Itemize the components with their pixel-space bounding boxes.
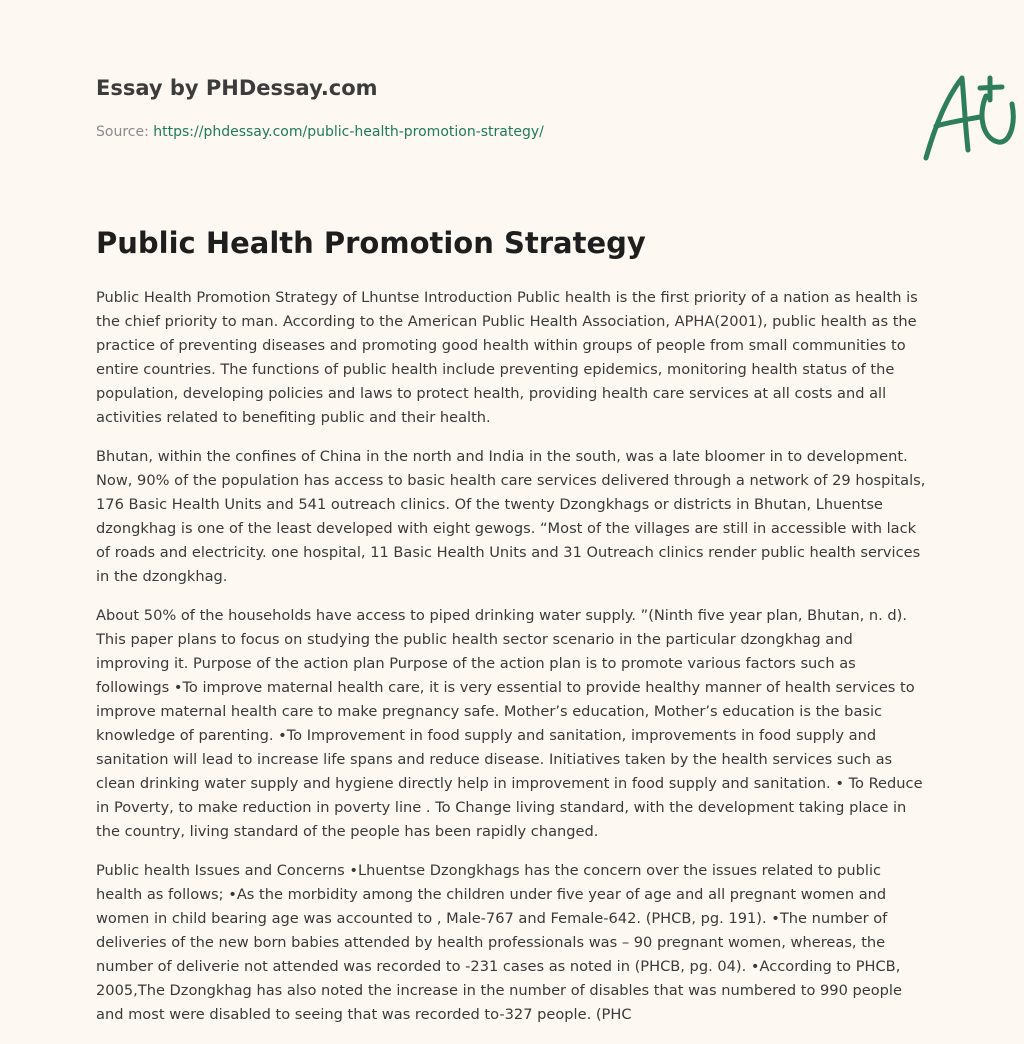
site-title: Essay by PHDessay.com — [96, 76, 378, 100]
paragraph: About 50% of the households have access to piped drinking water supply. ”(Ninth five year plan, Bhutan, n. d). This paper plans to focus on studying the public health sector scenario in the particular dzongkhag and improving it. Purpose of the action plan Purpose of the action plan is to promote various factors such as followings •To improve maternal health care, it is very essential to provide healthy manner of health services to improve maternal health care to make pregnancy safe. Mother’s education, Mother’s education is the basic knowledge of parenting. •To Improvement in food supply and sanitation, improvements in food supply and sanitation will lead to increase life spans and reduce disease. Initiatives taken by the health services such as clean drinking water supply and hygiene directly help in improvement in food supply and sanitation. • To Reduce in Poverty, to make reduction in poverty line . To Change living standard, with the development taking place in the country, living standard of the people has been rapidly changed. — [96, 607, 923, 840]
paragraph: Bhutan, within the confines of China in the north and India in the south, was a late bloomer in to development. Now, 90% of the population has access to basic health care services delivered through a network of 29 hospitals, 176 Basic Health Units and 541 outreach clinics. Of the twenty Dzongkhags or districts in Bhutan, Lhuentse dzongkhag is one of the least developed with eight gewogs. “Most of the villages are still in accessible with lack of roads and electricity. one hospital, 11 Basic Health Units and 31 Outreach clinics render public health services in the dzongkhag. — [96, 448, 926, 585]
source-line — [96, 124, 544, 140]
article-title: Public Health Promotion Strategy — [96, 226, 646, 260]
paragraph: Public Health Promotion Strategy of Lhuntse Introduction Public health is the first priority of a nation as health is the chief priority to man. According to the American Public Health Association, APHA(2001), public health as the practice of preventing diseases and promoting good health within groups of people from small communities to entire countries. The functions of public health include preventing epidemics, monitoring health status of the population, developing policies and laws to protect health, providing health care services at all costs and all activities related to benefiting public and their health. — [96, 289, 918, 426]
a-plus-logo-icon — [916, 68, 1020, 164]
article-body — [96, 286, 926, 1042]
source-link[interactable]: https://phdessay.com/public-health-promotion-strategy/ — [153, 124, 544, 140]
paragraph: Public health Issues and Concerns •Lhuentse Dzongkhags has the concern over the issues related to public health as follows; •As the morbidity among the children under five year of age and all pregnant women and women in child bearing age was accounted to , Male-767 and Female-642. (PHCB, pg. 191). •The number of deliveries of the new born babies attended by health professionals was – 90 pregnant women, whereas, the number of deliverie not attended was recorded to -231 cases as noted in (PHCB, pg. 04). •According to PHCB, 2005,The Dzongkhag has also noted the increase in the number of disables that was numbered to 990 people and most were disabled to seeing that was recorded to-327 people. (PHC — [96, 862, 902, 1023]
source-label: Source: — [96, 124, 154, 140]
